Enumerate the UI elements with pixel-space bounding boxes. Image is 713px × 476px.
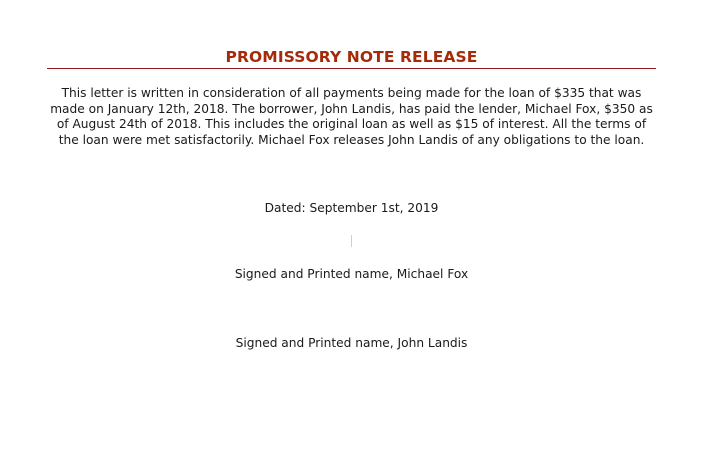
dated-line: Dated: September 1st, 2019 <box>264 201 439 215</box>
release-statement: This letter is written in consideration of all payments being made for the loan of $335 that was made on January 12th, 2018. The borrower, John Landis, has paid the lender, Michael Fox, $350 as of August 24th of 2018. This includes the original loan as well as $15 of interest. All the terms of the loan were met satisfactorily. Michael Fox releases John Landis of any obligations to the loan. <box>50 86 653 147</box>
text-cursor <box>351 235 352 247</box>
borrower-signature-line: Signed and Printed name, John Landis <box>235 336 468 350</box>
title-divider <box>47 68 656 69</box>
lender-signature-line: Signed and Printed name, Michael Fox <box>234 267 469 281</box>
document-title: PROMISSORY NOTE RELEASE <box>225 48 478 66</box>
